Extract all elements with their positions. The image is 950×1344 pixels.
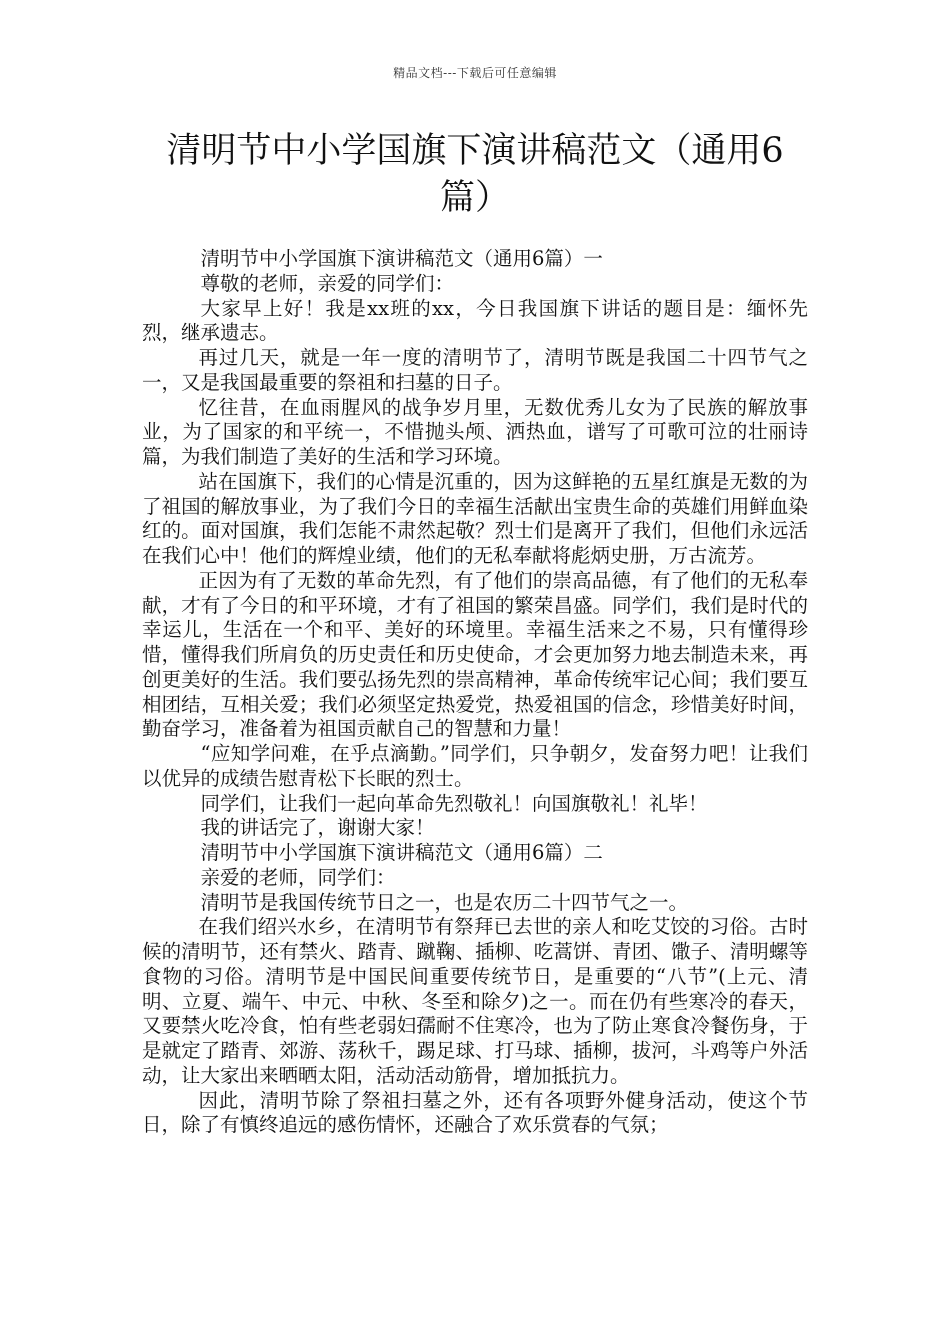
paragraph: 清明节是我国传统节日之一，也是农历二十四节气之一。 (200, 890, 689, 914)
paragraph: “应知学问难，在乎点滴勤。”同学们，只争朝夕，发奋努力吧！让我们以优异的成绩告慰青松下长眠的烈士。 (142, 742, 808, 790)
document-title: 清明节中小学国旗下演讲稿范文（通用6篇） (166, 131, 784, 218)
paragraph: 因此，清明节除了祭祖扫墓之外，还有各项野外健身活动，使这个节日，除了有慎终追远的感伤情怀，还融合了欢乐赏春的气氛； (142, 1088, 808, 1137)
paragraph: 我的讲话完了，谢谢大家！ (200, 816, 435, 840)
salutation-2: 亲爱的老师，同学们： (200, 865, 396, 889)
paragraph: 站在国旗下，我们的心情是沉重的，因为这鲜艳的五星红旗是无数的为了祖国的解放事业，为了我们今日的幸福生活献出宝贵生命的英雄们用鲜血染红的。面对国旗，我们怎能不肃然起敬？烈士们是离开了我们，但他们永远活在我们心中！他们的辉煌业绩，他们的无私奉献将彪炳史册，万古流芳。 (142, 469, 808, 567)
paragraph: 大家早上好！我是xx班的xx，今日我国旗下讲话的题目是：缅怀先烈，继承遗志。 (142, 296, 808, 345)
salutation-1: 尊敬的老师，亲爱的同学们： (200, 271, 455, 295)
document-body (142, 247, 808, 1138)
section-heading-1: 清明节中小学国旗下演讲稿范文（通用6篇）一 (200, 247, 603, 270)
paragraph: 正因为有了无数的革命先烈，有了他们的崇高品德，有了他们的无私奉献，才有了今日的和平环境，才有了祖国的繁荣昌盛。同学们，我们是时代的幸运儿，生活在一个和平、美好的环境里。幸福生活来之不易，只有懂得珍惜，懂得我们所肩负的历史责任和历史使命，才会更加努力地去制造未来，再创更美好的生活。我们要弘扬先烈的崇高精神，革命传统牢记心间；我们要互相团结，互相关爱；我们必须坚定热爱党，热爱祖国的信念，珍惜美好时间，勤奋学习，准备着为祖国贡献自己的智慧和力量！ (142, 568, 808, 741)
paragraph: 再过几天，就是一年一度的清明节了，清明节既是我国二十四节气之一，又是我国最重要的祭祖和扫墓的日子。 (142, 346, 808, 394)
paragraph: 同学们，让我们一起向革命先烈敬礼！向国旗敬礼！礼毕！ (200, 791, 708, 815)
section-heading-2: 清明节中小学国旗下演讲稿范文（通用6篇）二 (200, 841, 603, 864)
paragraph: 在我们绍兴水乡，在清明节有祭拜已去世的亲人和吃艾饺的习俗。古时候的清明节，还有禁火、踏青、蹴鞠、插柳、吃蒿饼、青团、馓子、清明螺等食物的习俗。清明节是中国民间重要传统节日，是重要的“八节”(上元、清明、立夏、端午、中元、中秋、冬至和除夕)之一。而在仍有些寒冷的春天，又要禁火吃冷食，怕有些老弱妇孺耐不住寒冷，也为了防止寒食冷餐伤身，于是就定了踏青、郊游、荡秋千，踢足球、打马球、插柳，拔河，斗鸡等户外活动，让大家出来晒晒太阳，活动活动筋骨，增加抵抗力。 (142, 915, 808, 1087)
header-note: 精品文档---下载后可任意编辑 (393, 66, 557, 80)
paragraph: 忆往昔，在血雨腥风的战争岁月里，无数优秀儿女为了民族的解放事业，为了国家的和平统一，不惜抛头颅、洒热血，谱写了可歌可泣的壮丽诗篇，为我们制造了美好的生活和学习环境。 (142, 395, 808, 468)
